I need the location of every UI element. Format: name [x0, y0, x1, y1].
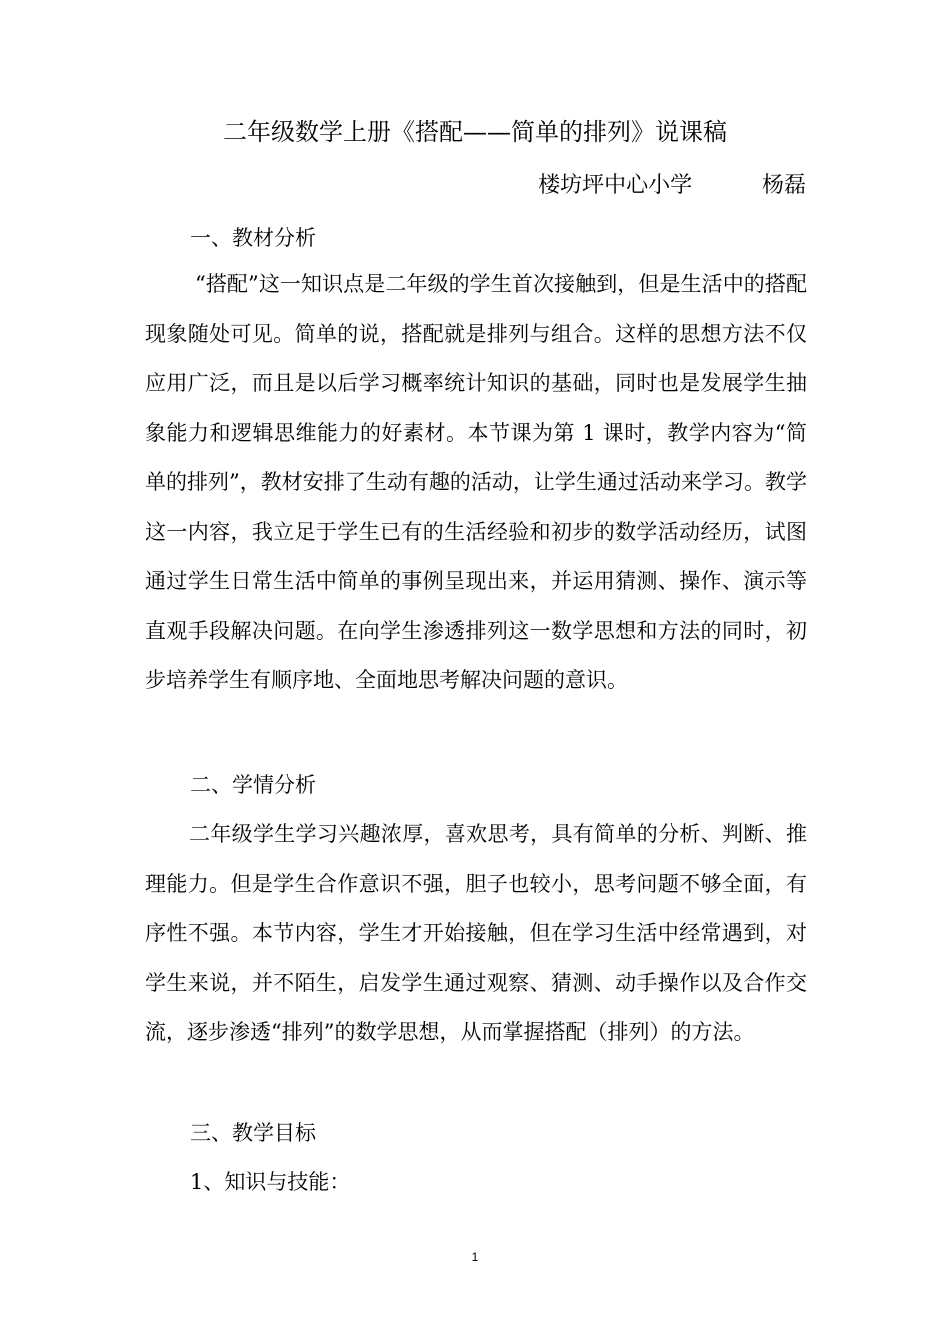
- document-title: 二年级数学上册《搭配——简单的排列》说课稿: [223, 118, 727, 146]
- author-line: 楼坊坪中心小学 杨磊: [538, 173, 806, 198]
- paragraph-student-analysis: 二年级学生学习兴趣浓厚，喜欢思考，具有简单的分析、判断、推理能力。但是学生合作意识不强，胆子也较小，思考问题不够全面，有序性不强。本节内容，学生才开始接触，但在学习生活中经常遇到，对学生来说，并不陌生，启发学生通过观察、猜测、动手操作以及合作交流，逐步渗透“排列”的数学思想，从而掌握搭配（排列）的方法。: [145, 822, 807, 1044]
- paragraph-textbook-analysis: “搭配”这一知识点是二年级的学生首次接触到，但是生活中的搭配现象随处可见。简单的说，搭配就是排列与组合。这样的思想方法不仅应用广泛，而且是以后学习概率统计知识的基础，同时也是发展学生抽象能力和逻辑思维能力的好素材。本节课为第 1 课时，教学内容为“简单的排列”，教材安排了生动有趣的活动，让学生通过活动来学习。教学这一内容，我立足于学生已有的生活经验和初步的数学活动经历，试图通过学生日常生活中简单的事例呈现出来，并运用猜测、操作、演示等直观手段解决问题。在向学生渗透排列这一数学思想和方法的同时，初步培养学生有顺序地、全面地思考解决问题的意识。: [145, 272, 807, 692]
- page-number: 1: [471, 1250, 479, 1264]
- subheading-knowledge-skills: 1、知识与技能：: [190, 1170, 351, 1194]
- section-heading-textbook-analysis: 一、教材分析: [190, 226, 316, 250]
- section-heading-student-analysis: 二、学情分析: [190, 773, 316, 797]
- section-heading-teaching-objectives: 三、教学目标: [190, 1121, 316, 1145]
